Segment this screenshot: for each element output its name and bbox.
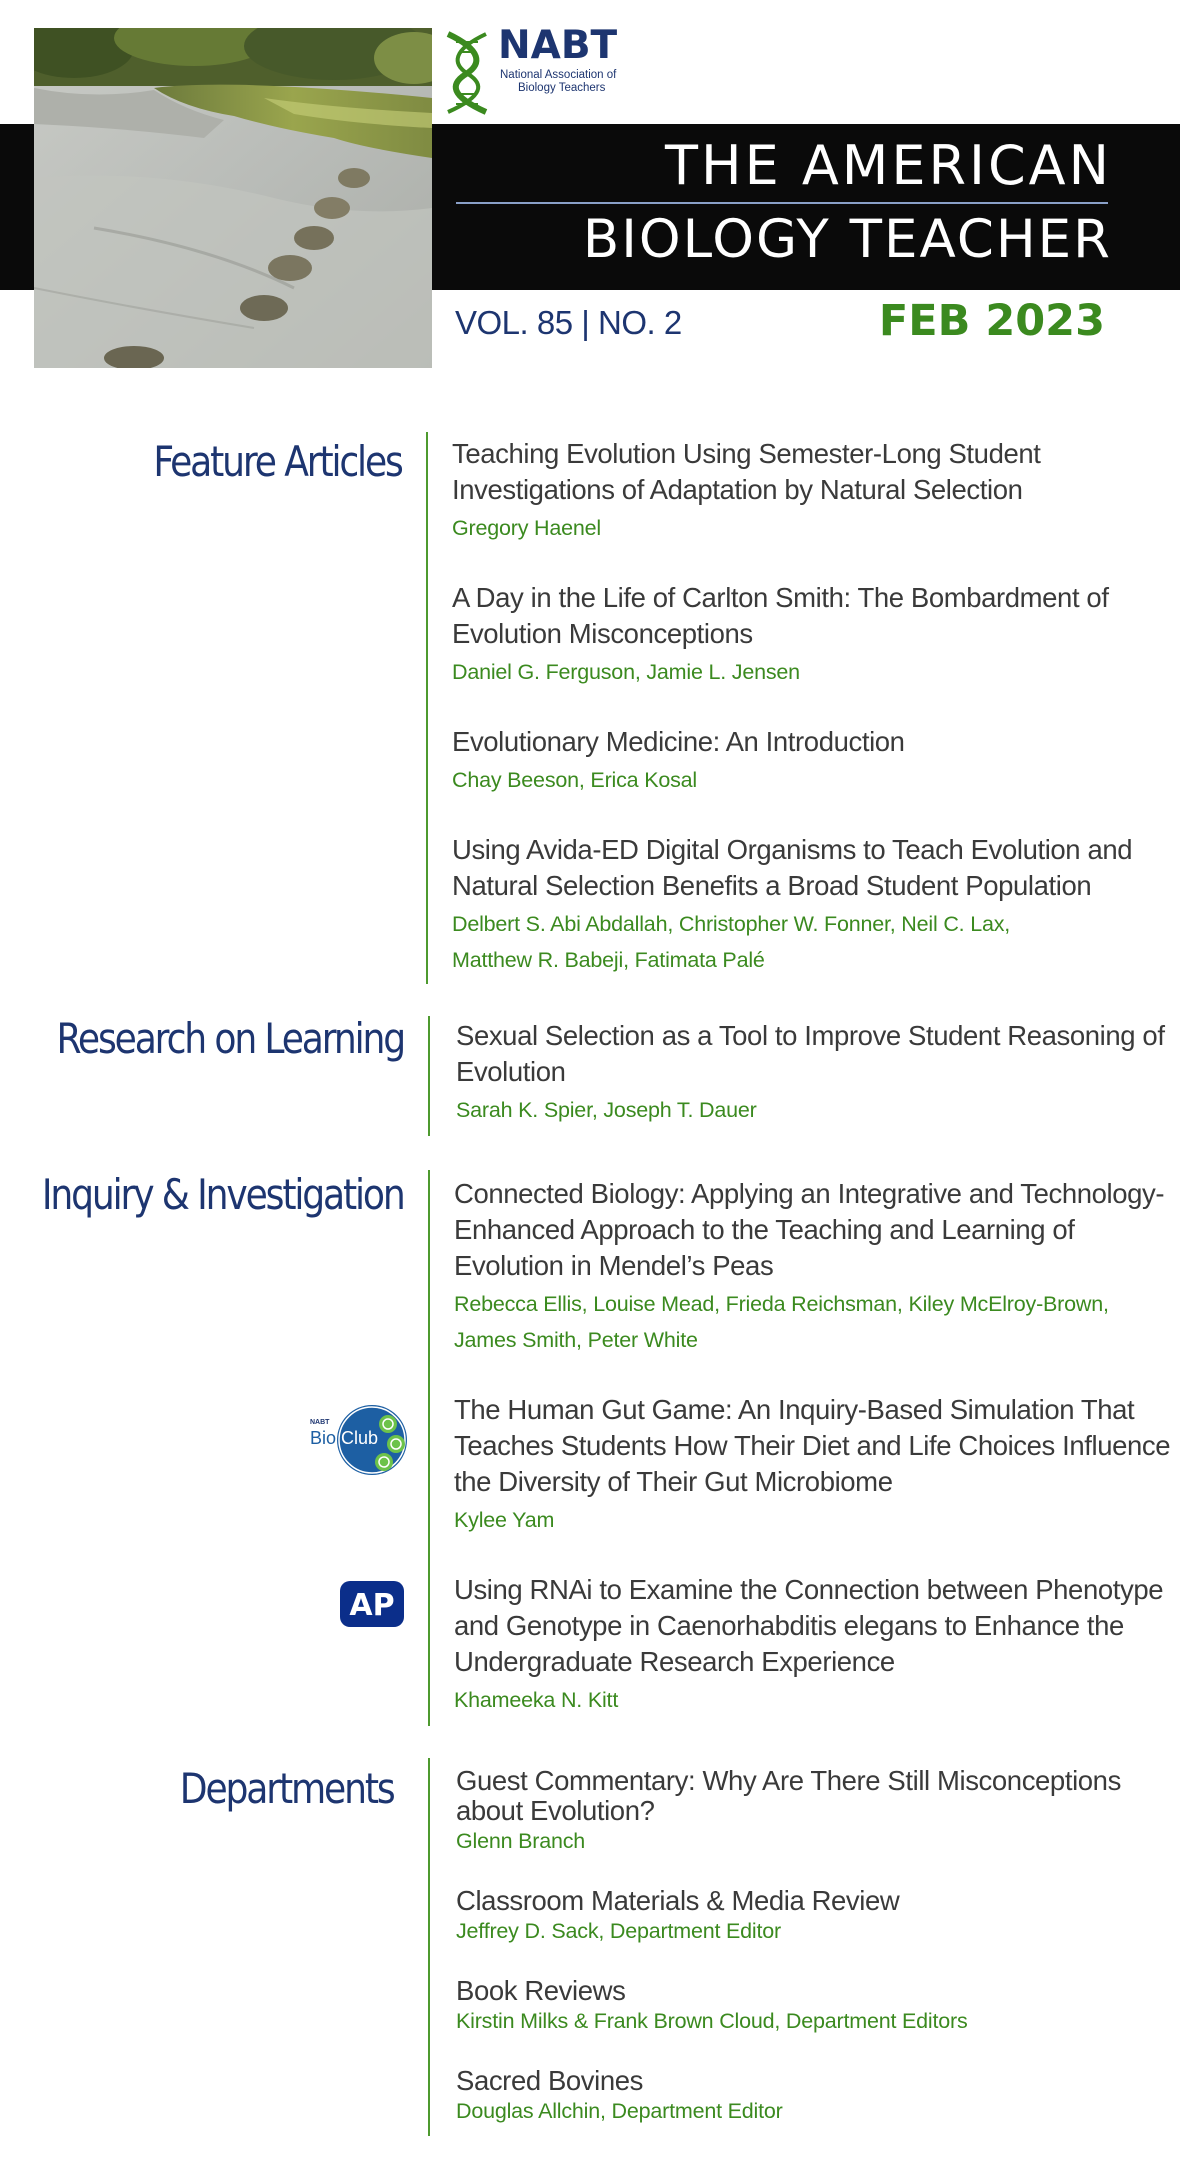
issue-date: FEB 2023 (878, 296, 1105, 346)
article-authors: Kirstin Milks & Frank Brown Cloud, Department Editors (456, 2009, 968, 2033)
article-authors: Kylee Yam (454, 1508, 555, 1532)
article-title[interactable]: Connected Biology: Applying an Integrative and Technology-Enhanced Approach to the Teaching and Learning of Evolution in Mendel’s Peas (454, 1178, 1165, 1281)
bioclub-badge (308, 1402, 408, 1478)
bioclub-bio: Bio (310, 1428, 337, 1448)
section-heading-research: Research on Learning (56, 1014, 404, 1063)
nabt-logo (442, 23, 662, 118)
logo-name-line2: Biology Teachers (518, 82, 606, 94)
article-authors: Gregory Haenel (452, 516, 601, 540)
section-rule-feature (426, 432, 428, 984)
article-title[interactable]: Sexual Selection as a Tool to Improve Student Reasoning of Evolution (456, 1020, 1165, 1087)
volume-issue: VOL. 85 | NO. 2 (455, 304, 682, 341)
bioclub-club: Club (341, 1428, 379, 1448)
journal-title-line2: BIOLOGY TEACHER (582, 209, 1112, 270)
article-authors: Sarah K. Spier, Joseph T. Dauer (456, 1098, 757, 1122)
article-authors: Douglas Allchin, Department Editor (456, 2099, 783, 2123)
dna-helix-icon (442, 30, 494, 116)
article-authors: Chay Beeson, Erica Kosal (452, 768, 697, 792)
article-authors: Rebecca Ellis, Louise Mead, Frieda Reichsman, Kiley McElroy-Brown, James Smith, Peter White (454, 1292, 1109, 1352)
section-rule-research (428, 1016, 430, 1136)
section-rule-departments (428, 1758, 430, 2136)
article-authors: Delbert S. Abi Abdallah, Christopher W. Fonner, Neil C. Lax, Matthew R. Babeji, Fatimata Palé (452, 912, 1011, 972)
section-rule-inquiry (428, 1170, 430, 1726)
article-title[interactable]: Guest Commentary: Why Are There Still Misconceptions about Evolution? (456, 1765, 1121, 1826)
article-title[interactable]: Using Avida-ED Digital Organisms to Teach Evolution and Natural Selection Benefits a Broad Student Population (452, 834, 1133, 901)
article-title[interactable]: A Day in the Life of Carlton Smith: The Bombardment of Evolution Misconceptions (452, 582, 1109, 649)
section-heading-inquiry: Inquiry & Investigation (42, 1170, 404, 1219)
article-title[interactable]: Classroom Materials & Media Review (456, 1885, 900, 1916)
cover-photo (34, 28, 432, 368)
bioclub-small: NABT (310, 1419, 330, 1426)
journal-title-line1: THE AMERICAN (664, 134, 1112, 197)
article-title[interactable]: Evolutionary Medicine: An Introduction (452, 726, 905, 757)
ap-badge-label: AP (349, 1588, 395, 1623)
article-title[interactable]: Sacred Bovines (456, 2065, 644, 2096)
article-authors: Daniel G. Ferguson, Jamie L. Jensen (452, 660, 800, 684)
title-divider (456, 202, 1108, 204)
article-title[interactable]: Teaching Evolution Using Semester-Long Student Investigations of Adaptation by Natural Selection (452, 438, 1041, 505)
logo-acronym: NABT (498, 23, 618, 68)
section-heading-feature: Feature Articles (153, 437, 402, 486)
article-authors: Khameeka N. Kitt (454, 1688, 619, 1712)
article-authors: Jeffrey D. Sack, Department Editor (456, 1919, 781, 1943)
logo-name-line1: National Association of (500, 69, 617, 81)
article-authors: Glenn Branch (456, 1829, 586, 1853)
ap-badge (339, 1580, 405, 1628)
section-heading-departments: Departments (180, 1764, 394, 1813)
article-title[interactable]: The Human Gut Game: An Inquiry-Based Simulation That Teaches Students How Their Diet and Life Choices Influence the Diversity of Their Gut Microbiome (454, 1394, 1171, 1497)
article-title[interactable]: Using RNAi to Examine the Connection between Phenotype and Genotype in Caenorhabditis elegans to Enhance the Undergraduate Research Experience (454, 1574, 1164, 1677)
article-title[interactable]: Book Reviews (456, 1975, 626, 2006)
